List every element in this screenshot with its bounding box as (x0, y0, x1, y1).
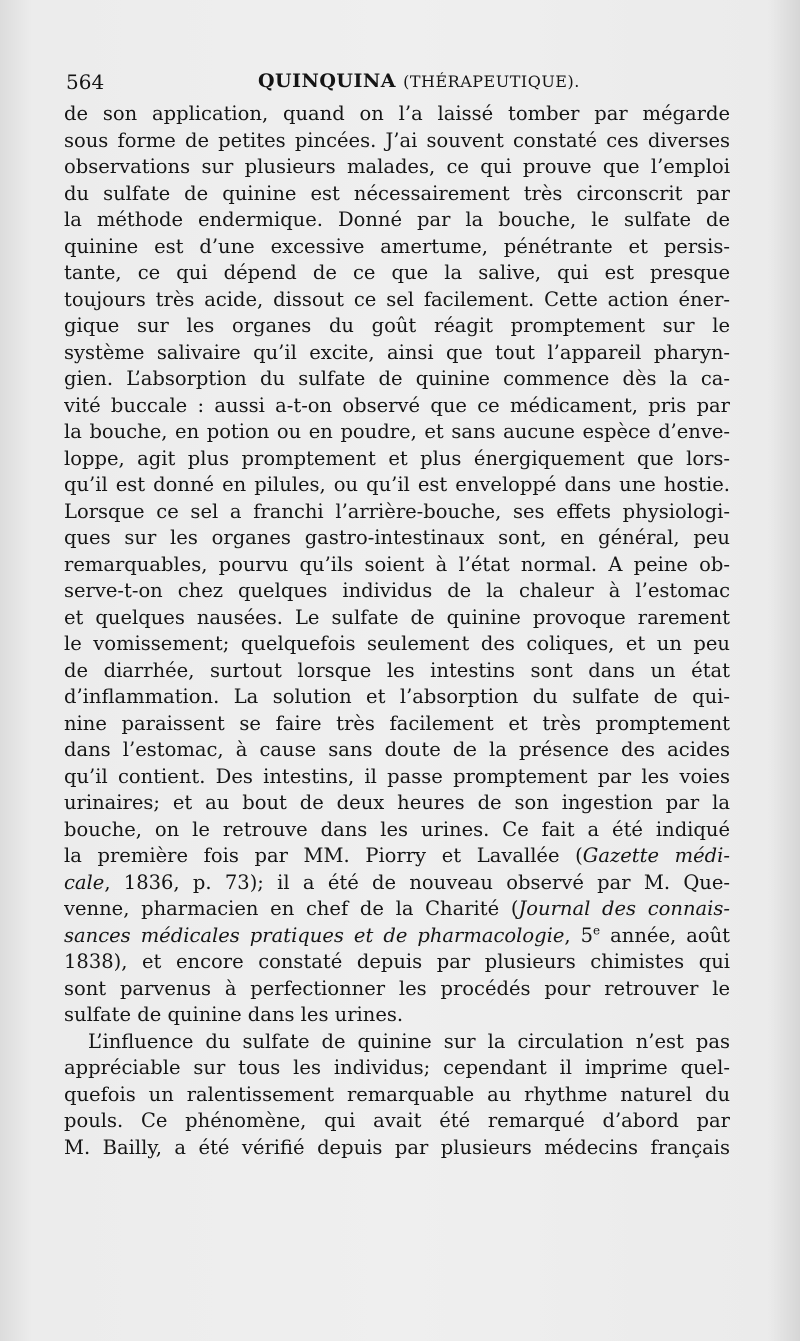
text-line: vité buccale : aussi a-t-on observé que ce médicament, pris par (64, 393, 730, 417)
text-line: serve-t-on chez quelques individus de la chaleur à l’estomac (64, 579, 730, 602)
text-line: de son application, quand on l’a laissé tomber par mégarde (64, 102, 730, 125)
text-line: Lorsque ce sel a franchi l’arrière-bouche, ses effets physiologi- (64, 499, 730, 523)
text-segment: , 5 (564, 923, 594, 947)
text-line: quinine est d’une excessive amertume, pénétrante et persis- (64, 234, 730, 258)
text-line: ques sur les organes gastro-intestinaux sont, en général, peu (64, 526, 730, 549)
citation-italic: Journal des connais- (518, 897, 730, 920)
running-head-title: QUINQUINA (258, 70, 396, 92)
text-line: la bouche, en potion ou en poudre, et sans aucune espèce d’enve- (64, 420, 730, 443)
text-line: pouls. Ce phénomène, qui avait été remarqué d’abord par (64, 1109, 730, 1132)
text-line: système salivaire qu’il excite, ainsi que tout l’appareil pharyn- (64, 340, 730, 364)
text-line: gique sur les organes du goût réagit promptement sur le (64, 314, 730, 337)
text-line: qu’il contient. Des intestins, il passe promptement par les voies (64, 764, 730, 788)
page-number: 564 (66, 70, 105, 94)
text-line: et quelques nausées. Le sulfate de quinine provoque rarement (64, 605, 730, 629)
text-line: nine paraissent se faire très facilement et très promptement (64, 711, 730, 735)
citation-italic: Gazette médi- (582, 844, 730, 867)
text-line: qu’il est donné en pilules, ou qu’il est enveloppé dans une hostie. (64, 473, 730, 496)
text-line: sulfate de quinine dans les urines. (64, 1003, 404, 1026)
text-line: tante, ce qui dépend de ce que la salive, qui est presque (64, 261, 730, 284)
text-line (64, 923, 730, 950)
text-line: sous forme de petites pincées. J’ai souvent constaté ces diverses (64, 128, 730, 152)
text-line (64, 896, 730, 923)
text-segment: la première fois par MM. Piorry et Lavallée ( (64, 844, 583, 867)
text-line: d’inflammation. La solution et l’absorption du sulfate de qui- (64, 685, 730, 708)
text-line: quefois un ralentissement remarquable au rhythme naturel du (64, 1082, 730, 1106)
text-line: appréciable sur tous les individus; cependant il imprime quel- (64, 1056, 730, 1079)
text-line: bouche, on le retrouve dans les urines. Ce fait a été indiqué (64, 817, 730, 841)
text-line: sont parvenus à perfectionner les procédés pour retrouver le (64, 976, 730, 1000)
text-line (64, 870, 730, 897)
text-line: de diarrhée, surtout lorsque les intestins sont dans un état (64, 658, 730, 682)
citation-italic: sances médicales pratiques et de pharmacologie (64, 923, 565, 947)
text-segment: , 1836, p. 73); il a été de nouveau observé par M. Que- (104, 870, 730, 894)
text-line: le vomissement; quelquefois seulement des coliques, et un peu (64, 632, 730, 655)
text-line: dans l’estomac, à cause sans doute de la présence des acides (64, 738, 730, 761)
superscript: e (593, 923, 601, 937)
running-head-subtitle: (THÉRAPEUTIQUE). (403, 72, 580, 91)
body-text (64, 101, 730, 1161)
citation-italic: cale (64, 870, 105, 894)
text-line: gien. L’absorption du sulfate de quinine commence dès la ca- (64, 367, 730, 390)
text-line: L’influence du sulfate de quinine sur la circulation n’est pas (88, 1029, 730, 1053)
text-line: la méthode endermique. Donné par la bouche, le sulfate de (64, 208, 730, 231)
text-line: urinaires; et au bout de deux heures de son ingestion par la (64, 791, 730, 814)
text-line: toujours très acide, dissout ce sel facilement. Cette action éner- (64, 287, 730, 311)
page-header (66, 70, 730, 100)
text-line: du sulfate de quinine est nécessairement très circonscrit par (64, 181, 730, 205)
text-segment: venne, pharmacien en chef de la Charité ( (64, 897, 519, 920)
text-line: remarquables, pourvu qu’ils soient à l’état normal. A peine ob- (64, 552, 730, 576)
text-line (64, 843, 730, 870)
text-line: loppe, agit plus promptement et plus énergiquement que lors- (64, 446, 730, 470)
running-head (258, 70, 580, 92)
text-line: observations sur plusieurs malades, ce qui prouve que l’emploi (64, 155, 730, 178)
text-line: M. Bailly, a été vérifié depuis par plusieurs médecins français (64, 1135, 730, 1159)
text-segment: année, août (600, 923, 730, 947)
text-line: 1838), et encore constaté depuis par plusieurs chimistes qui (64, 950, 730, 973)
